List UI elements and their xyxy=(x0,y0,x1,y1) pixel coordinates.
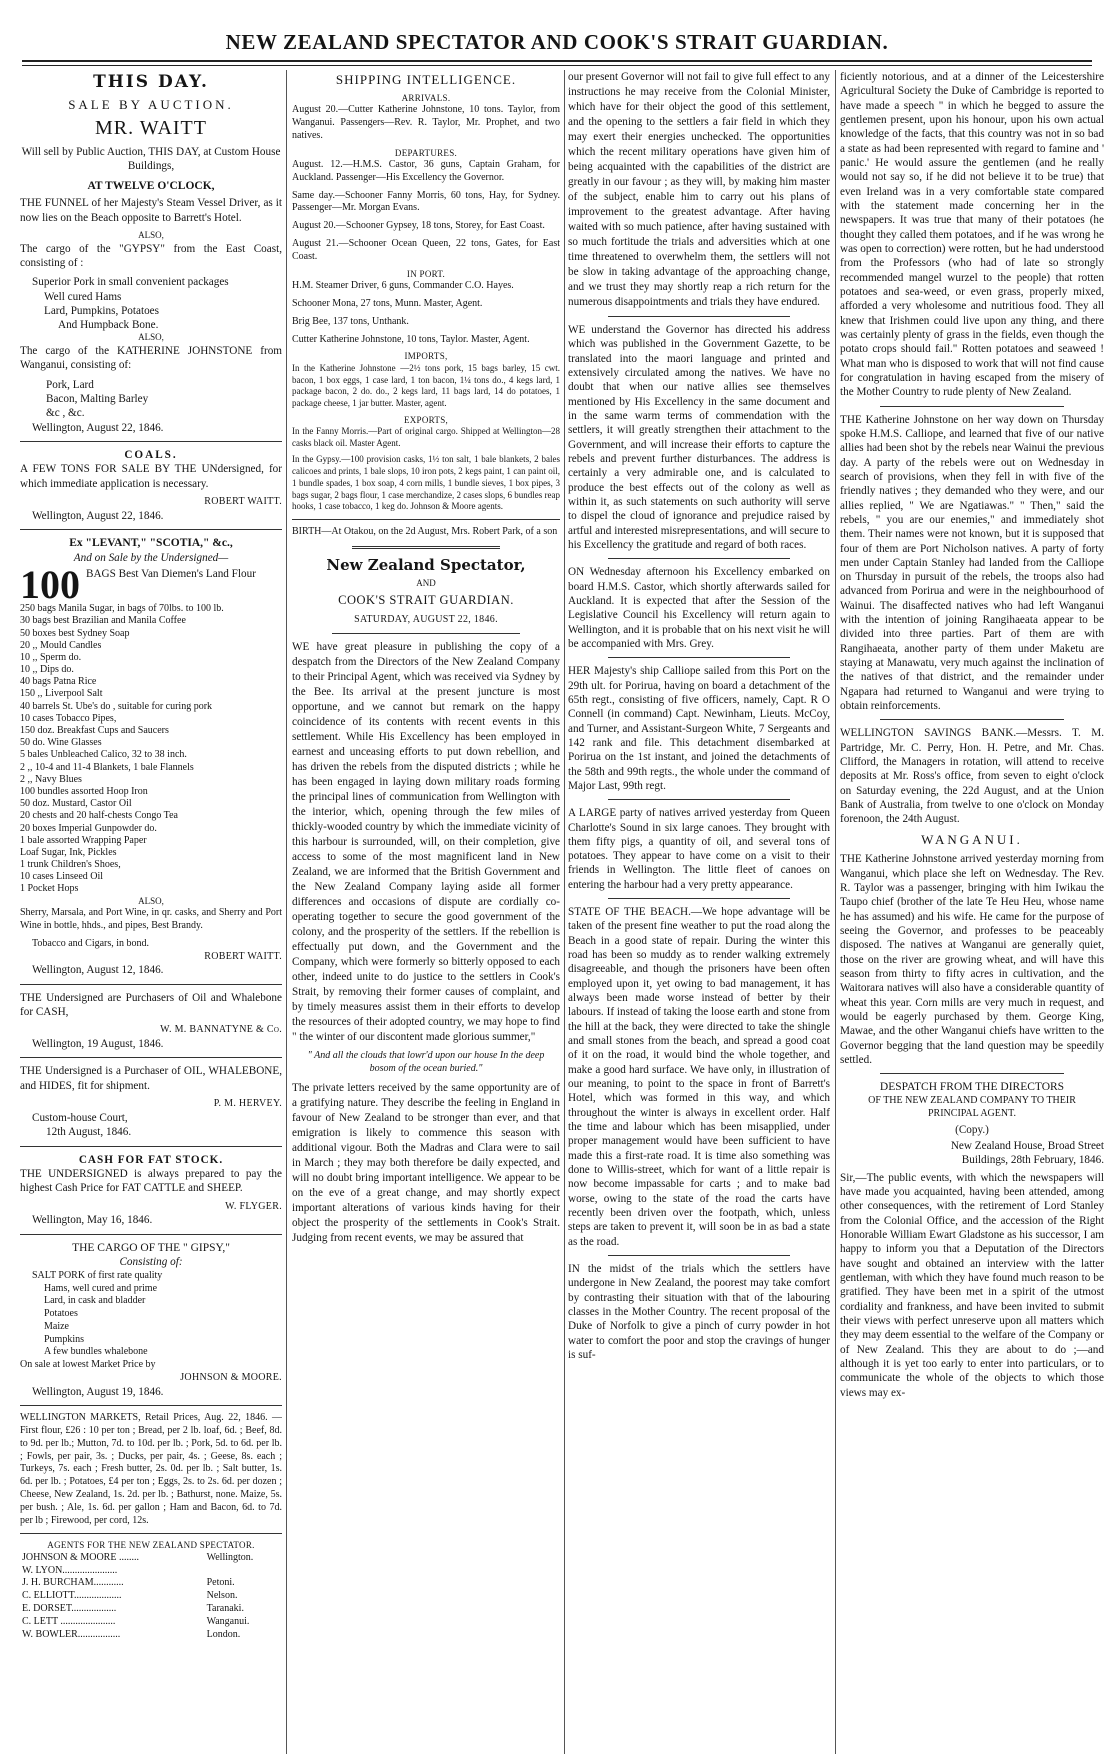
copy-label: (Copy.) xyxy=(955,1123,989,1136)
column-advertisements xyxy=(20,70,282,1758)
list-item: 10 ,, Dips do. xyxy=(20,664,74,676)
list-item: SALT PORK of first rate quality xyxy=(32,1269,163,1281)
list-item: A few bundles whalebone xyxy=(44,1346,148,1358)
notice-place: Custom-house Court, xyxy=(32,1111,128,1124)
divider xyxy=(20,441,282,442)
levant-heading: Ex "LEVANT," "SCOTIA," &c., xyxy=(69,537,233,550)
notice-date: Wellington, 19 August, 1846. xyxy=(32,1038,164,1051)
auctioneer-name: MR. WAITT xyxy=(95,117,207,140)
column-news xyxy=(568,70,830,1758)
kj-cargo-intro: The cargo of the KATHERINE JOHNSTONE from Wanganui, consisting of: xyxy=(20,345,282,372)
despatch-address: New Zealand House, Broad Street xyxy=(950,1139,1104,1152)
also-label: ALSO, xyxy=(138,230,164,240)
gipsy-sale-line: On sale at lowest Market Price by xyxy=(20,1359,156,1371)
gypsy-items-list xyxy=(20,275,282,332)
gipsy-heading: THE CARGO OF THE " GIPSY," xyxy=(72,1241,230,1254)
divider xyxy=(20,984,282,985)
paper-title: New Zealand Spectator, xyxy=(326,555,526,574)
arrivals-heading: ARRIVALS. xyxy=(401,92,451,103)
despatch-heading: DESPATCH FROM THE DIRECTORS xyxy=(879,1081,1065,1094)
gipsy-list xyxy=(20,1270,282,1360)
divider xyxy=(20,1533,282,1534)
departure-entry: August 21.—Schooner Ocean Queen, 22 tons, Gates, for East Coast. xyxy=(292,238,560,262)
divider xyxy=(608,657,790,658)
editorial-paragraph: WE have great pleasure in publishing the copy of a despatch from the Directors of the New Zealand Company to their Principal Agent, which was received via Sydney by the Bee. Its arrival at the present juncture is most opportune, and we cannot but remark on the happy coincidence of its contents with recent events in this settlement. While His Excellency has been employed in earnest and unceasing efforts to put down rebellion, and has driven the rebels from the disputed districts ; while he has been engaged in laying down military roads forming the principal lines of communication from Wellington with the interior, which, opening through the few miles of thickly-wooded country by which the immediate vicinity of this harbour is surrounded, will, on their completion, give access to some of the most magnificent land in New Zealand, we are informed that the British Government and the New Zealand Company laying aside all former differences and occasions of dispute are cordially co-operating together to secure the good government of the colony, and the prosperity of the settlers. If the rebellion is effectually put down, and the Government and the Company, which were formerly so bitterly opposed to each other, indeed unite to do justice to the settlers in Cook's Strait, by removing their former causes of complaint, and by timely measures assist them in their efforts to develop the resources of their adopted country, we may hope to find " the winter of our discontent made glorious summer," xyxy=(292,641,560,1044)
news-paragraph: WELLINGTON SAVINGS BANK.—Messrs. T. M. Partridge, Mr. C. Perry, Hon. H. Petre, and Mr. Chas. Clifford, the Managers in rotation, will attend to receive deposits at Mr. Ross's office, from seven to eight o'clock on Saturday evening, the 22d August, and at the Union Bank of Australia, from twelve to one o'clock on Monday forenoon, the 24th August. xyxy=(840,727,1104,826)
inport-entry: H.M. Steamer Driver, 6 guns, Commander C.O. Hayes. xyxy=(292,280,514,292)
list-item: 10 cases Tobacco Pipes, xyxy=(20,712,117,724)
signature: P. M. HERVEY. xyxy=(213,1098,282,1110)
funnel-notice: THE FUNNEL of her Majesty's Steam Vessel Driver, as it now lies on the Beach opposite to Barrett's Hotel. xyxy=(20,197,282,224)
signature: W. FLYGER. xyxy=(225,1200,282,1212)
list-item: Pumpkins xyxy=(44,1333,85,1345)
agent-place: Petoni. xyxy=(206,1577,235,1589)
oil-notice: THE Undersigned are Purchasers of Oil and Whalebone for CASH, xyxy=(20,991,282,1018)
list-item: 50 doz. Mustard, Castor Oil xyxy=(20,798,132,810)
table-row xyxy=(20,1590,282,1603)
despatch-address: Buildings, 28th February, 1846. xyxy=(961,1154,1104,1167)
list-item: 20 chests and 20 half-chests Congo Tea xyxy=(20,810,178,822)
cash-heading: CASH FOR FAT STOCK. xyxy=(78,1153,224,1166)
divider xyxy=(608,1255,790,1256)
inport-entry: Schooner Mona, 27 tons, Munn. Master, Agent. xyxy=(292,297,483,309)
notice-date: Wellington, August 19, 1846. xyxy=(32,1385,164,1398)
list-item: Maize xyxy=(44,1320,69,1332)
departure-entry: August. 12.—H.M.S. Castor, 36 guns, Captain Graham, for Auckland. Passenger—His Excellency the Governor. xyxy=(292,159,560,183)
column-shipping-editorial xyxy=(292,70,560,1758)
divider xyxy=(880,719,1064,720)
table-row xyxy=(20,1629,282,1642)
news-paragraph: ficiently notorious, and at a dinner of the Leicestershire Agricultural Society the Duke of Cambridge is reported to have made a speech " in which he begged to assure the gentlemen present, upon his honour, upon his own actual knowledge of the facts, that this country was not in so bad a state as had been represented with regard to famine and ' panic.' He would assure the gentlemen (and he really would not say so, if he did not believe it to be true) that even Ireland was in a very comfortable state compared with the statement made concerning her in the newspapers. It was true that many of their potatoes (he thought they called them potatoes, and if he was wrong he was open to correction) were rotten, but he had understood from the Professors (who had of late so strongly recommended mangel wurzel to the people) that rotten potatoes and sea-weed, or even grass, properly mixed, afforded a very wholesome and nutritious food. They all knew that Irishmen could live upon any thing, and there was certainly plenty of grass in the fields, even though the potato crops should fail." Rotten potatoes and seaweed ! What man who is disposed to work that will not find cause for congratulation in having escaped from the misery of the Mother Country to rude plenty of New Zealand. xyxy=(840,71,1104,399)
divider xyxy=(20,1146,282,1147)
list-item: 10 cases Linseed Oil xyxy=(20,871,104,883)
gypsy-cargo-intro: The cargo of the "GYPSY" from the East Coast, consisting of : xyxy=(20,242,282,269)
wines-item: Sherry, Marsala, and Port Wine, in qr. casks, and Sherry and Port Wine in bottle, hhds., and pipes, Best Brandy. xyxy=(20,907,282,931)
masthead-rule xyxy=(22,60,1092,66)
paper-subtitle: COOK'S STRAIT GUARDIAN. xyxy=(338,593,514,608)
goods-list xyxy=(20,603,282,896)
table-row xyxy=(20,1577,282,1590)
agent-name: C. LETT ...................... xyxy=(22,1615,116,1627)
list-item: And Humpback Bone. xyxy=(58,319,159,332)
signature: ROBERT WAITT. xyxy=(204,495,282,507)
also-label: ALSO, xyxy=(138,332,164,343)
departure-entry: Same day.—Schooner Fanny Morris, 60 tons, Hay, for Sydney. Passenger—Mr. Morgan Evans. xyxy=(292,189,560,214)
auction-intro: Will sell by Public Auction, THIS DAY, at Custom House Buildings, xyxy=(21,145,281,173)
despatch-subheading: OF THE NEW ZEALAND COMPANY TO THEIR PRINCIPAL AGENT. xyxy=(868,1095,1076,1119)
list-item: Bacon, Malting Barley xyxy=(46,392,149,405)
column-rule xyxy=(286,70,287,1754)
list-item: Hams, well cured and prime xyxy=(44,1282,158,1294)
agent-place xyxy=(205,1565,282,1578)
agent-place: London. xyxy=(206,1628,241,1640)
coals-notice: A FEW TONS FOR SALE BY THE UNdersigned, for which immediate application is necessary. xyxy=(20,463,282,490)
divider xyxy=(20,529,282,530)
divider xyxy=(608,316,790,317)
editorial-paragraph: The private letters received by the same opportunity are of a gratifying nature. They describe the feeling in England in favour of New Zealand to be stronger than ever, and that emigration is likely to commence this season with additional vigour. Both the Madras and Clara were to sail in March ; they may both therefore be daily expected, and will no doubt bring important intelligence. We appear to be on the eve of a great change, and may shortly expect important alterations of various kinds having for their object the prosperity of the settlements in Cook's Strait. Judging from recent events, we may be assured that xyxy=(292,1081,560,1244)
kj-items-list xyxy=(20,378,282,421)
signature: ROBERT WAITT. xyxy=(204,950,282,962)
table-row xyxy=(20,1616,282,1629)
notice-date: 12th August, 1846. xyxy=(46,1126,132,1139)
list-item: Potatoes xyxy=(44,1308,78,1320)
list-item: Lard, in cask and bladder xyxy=(44,1295,146,1307)
coals-heading: COALS. xyxy=(124,448,178,461)
levant-subheading: And on Sale by the Undersigned— xyxy=(73,551,229,564)
editorial-paragraph: our present Governor will not fail to give full effect to any instructions he may receive from the Colonial Minister, which have for their object the good of this settlement, and the opening to the settlers a fair field in which they may exert their energies unchecked. The opportunities which the recent military operations have given him of being acquainted with the capabilities of the district are greatly in our favour ; as they will, by making him master of the subject, enable him to carry out his plans of improvement to the greatest advantage. After having waited with so much patience, after having sustained with so much fortitude the trials and adversities which at one time threatened to overwhelm them, the settlers will not be slow in taking advantage of the approaching change, and we trust they may shortly reap a rich return for the numerous disappointments and trials they have endured. xyxy=(568,71,830,308)
column-rule xyxy=(835,70,836,1754)
agent-name: E. DORSET.................. xyxy=(22,1603,117,1615)
auction-time: AT TWELVE O'CLOCK, xyxy=(87,179,215,192)
also-label: ALSO, xyxy=(138,895,164,906)
notice-date: Wellington, August 22, 1846. xyxy=(32,509,164,522)
divider xyxy=(20,1405,282,1406)
issue-date: SATURDAY, AUGUST 22, 1846. xyxy=(354,614,498,626)
divider xyxy=(20,1234,282,1235)
agent-place: Wanganui. xyxy=(206,1615,250,1627)
exports-heading: EXPORTS, xyxy=(403,414,449,425)
list-item: 100 bundles assorted Hoop Iron xyxy=(20,785,148,797)
agent-name: C. ELLIOTT................... xyxy=(22,1590,122,1602)
news-paragraph: IN the midst of the trials which the settlers have undergone in New Zealand, the poorest may take comfort by contrasting their situation with that of the labouring classes in the Mother Country. The recent proposal of the Duke of Norfolk to give a pinch of curry powder in hot water to comfort the poor and stop the cravings of hunger is suf- xyxy=(568,1263,830,1361)
divider xyxy=(608,558,790,559)
despatch-paragraph: Sir,—The public events, with which the newspapers will have made you acquainted, having been attended, among other consequences, with the retirement of Lord Stanley from the Colonial Office, and the accession of the Right Honorable William Ewart Gladstone as his successor, I am happy to inform you that a Deputation of the Directors have sought and obtained an interview with the latter gentleman, with which they have found much reason to be gratified. They have been met in a spirit of the utmost cordiality and frankness, and have been invited to submit their views with perfect unreserve upon all matters which they may deem essential to the welfare of the Company or of New Zealand. This they are about to do ;—and although it is yet too early to enter into particulars, or to communicate the whole of the objects to which those views may ex- xyxy=(840,1171,1104,1399)
imports-heading: IMPORTS, xyxy=(404,351,448,362)
agent-name: W. BOWLER................. xyxy=(22,1628,121,1640)
news-paragraph: THE Katherine Johnstone arrived yesterday morning from Wanganui, which place she left on Wednesday. The Rev. R. Taylor was a passenger, bringing with him Iwikau the Taupo chief (brother of the late Te Heu Heu, whose name he has assumed) and his wife. He came for the purpose of seeing the Governor, and professes to be peaceably disposed. The natives at Wanganui are generally quiet, those on the river are growing wheat, and will have this season from thirty to fifty acres in cultivation, and the Waitorara natives will also have a considerable quantity of wheat this year. Corn mills are very much in request, and would be eagerly purchased by them. George King, Mawae, and the other Wanganui chiefs have written to the Governor begging that the land question may be speedily settled. xyxy=(840,853,1104,1066)
agent-place: Nelson. xyxy=(206,1590,238,1602)
divider xyxy=(880,1073,1064,1074)
divider xyxy=(608,898,790,899)
divider xyxy=(292,519,560,520)
and-label: AND xyxy=(416,577,436,588)
list-item: Loaf Sugar, Ink, Pickles xyxy=(20,846,117,858)
shipping-heading: SHIPPING INTELLIGENCE. xyxy=(335,72,517,87)
masthead xyxy=(0,0,1114,68)
list-item: Superior Pork in small convenient packages xyxy=(32,276,229,289)
news-paragraph: A LARGE party of natives arrived yesterday from Queen Charlotte's Sound in six large canoes. They brought with them fifty pigs, a quantity of oil, and several tons of potatoes. They appear to have come on a visit to their friends in Wellington. The little fleet of canoes on entering the harbour had a very pretty appearance. xyxy=(568,807,830,891)
list-item: 10 ,, Sperm do. xyxy=(20,651,82,663)
inport-entry: Brig Bee, 137 tons, Unthank. xyxy=(292,315,409,327)
inport-entry: Cutter Katherine Johnstone, 10 tons, Taylor. Master, Agent. xyxy=(292,333,530,345)
divider xyxy=(20,1057,282,1058)
list-item: 40 barrels St. Ube's do , suitable for curing pork xyxy=(20,700,213,712)
export-entry: In the Fanny Morris.—Part of original cargo. Shipped at Wellington—28 casks black oil. Master Agent. xyxy=(292,426,560,448)
list-item: 150 doz. Breakfast Cups and Saucers xyxy=(20,725,169,736)
agent-place: Wellington. xyxy=(206,1551,254,1563)
list-item: 250 bags Manila Sugar, in bags of 70lbs. to 100 lb. xyxy=(20,603,224,615)
imports-entry: In the Katherine Johnstone —2½ tons pork, 15 bags barley, 15 cwt. bacon, 1 box eggs, 1 case lard, 1 ton bacon, 1¼ tons do., 4 kegs lard, 1 package bacon, 2 do. do., 2 kegs lard, 11 bags lard, 14 do potatoes, 1 package cheese, 1 jar butter. Master, agent. xyxy=(292,362,560,408)
list-item: 40 bags Patna Rice xyxy=(20,676,97,688)
list-item: 2 ,, 10-4 and 11-4 Blankets, 1 bale Flannels xyxy=(20,761,194,773)
tobacco-item: Tobacco and Cigars, in bond. xyxy=(32,937,150,949)
agent-name: W. LYON...................... xyxy=(22,1564,118,1576)
sale-heading: SALE BY AUCTION. xyxy=(68,96,234,112)
list-item: 5 bales Unbleached Calico, 32 to 38 inch. xyxy=(20,749,187,761)
news-paragraph: THE Katherine Johnstone on her way down on Thursday spoke H.M.S. Calliope, and learned that five of our native allies had been shot by the rebels near Wainui the previous day. A party of the rebels were out on Wednesday in search of provisions, when they fell in with five of the friendly natives ; they demanded who they were, and our allies replied, " We are Ngatiawas." " Then," said the rebels, " you are our enemies," and immediately shot them. Their names were not known, but it is supposed that four of them are Port Nicholson natives. A party of forty men under Captain Stanley had landed from the Calliope on Thursday in pursuit of the rebels, the troops also had advanced from Porirua and were in the neighbourhood of Wainui. The disaffected natives who had left Wanganui with the intention of joining Rangihaeata appear to be divided into three parties. Part of them are with Rangihaeata, another party of them under Maketu are staying at Manawatu, very much against the inclination of the natives of that district, and the remainder under Ngapara had returned to Wanganui and were trying to obtain reinforcements. xyxy=(840,413,1104,713)
divider xyxy=(880,406,1064,407)
list-item: 20 boxes Imperial Gunpowder do. xyxy=(20,822,157,834)
notice-date: Wellington, August 12, 1846. xyxy=(32,964,164,977)
hides-notice: THE Undersigned is a Purchaser of OIL, WHALEBONE, and HIDES, fit for shipment. xyxy=(20,1065,282,1092)
this-day-heading: THIS DAY. xyxy=(93,72,209,92)
news-paragraph: STATE OF THE BEACH.—We hope advantage will be taken of the present fine weather to put the road along the Beach in a good state of repair. During the winter this road has been so muddy as to render walking extremely disagreeable, and though the prisoners have been often employed upon it, yet owing to bad management, it has always been made worse instead of better by their labours. If instead of taking the loose earth and stone from the hill at the back, they were directed to take the shingle and small stones from the beach, and spread a good coat of it on the road, it would bind the whole together, and make a good hard surface. We have only, in illustration of our meaning, to point to the space in front of Barrett's Hotel, which was formed in this way, and which throughout the winter is always in excellent order. Half the time and labour which has been misapplied, under proper management would have been sufficient to have made this a first-rate road. It is time also something was done to Willis-street, which for want of a little repair is now become impassable for carts ; and to make bad worse, owing to the state of the road the carts have recently been driven over the footpath, which, unless steps are taken to prevent it, will soon be in as bad a state as the road. xyxy=(568,906,830,1248)
agents-table xyxy=(20,1552,282,1642)
birth-notice: BIRTH—At Otakou, on the 2d August, Mrs. Robert Park, of a son xyxy=(292,525,558,537)
list-item: 30 bags best Brazilian and Manila Coffee xyxy=(20,615,186,627)
divider xyxy=(352,546,500,549)
news-paragraph: WE understand the Governor has directed his address which was published in the Government Gazette, to be translated into the maori language and printed and extensively circulated among the natives. We have no doubt that when our native allies see themselves mentioned by His Excellency in the same document and in the same warm terms of commendation with the settlers, it will greatly strengthen their attachment to the Government, and will increase their efforts to capture the rebels and prevent further disturbances. The address is certainly a very admirable one, and is calculated to produce the best effects out of the colony as well as within it, as such statements on such authority will serve to dispel the cloud of ignorance and prejudice raised by artful and interested misrepresentations, and will secure to his Excellency the gratitude and regard of both races. xyxy=(568,324,830,551)
export-entry: In the Gypsy.—100 provision casks, 1½ ton salt, 1 bale blankets, 2 bales calicoes and prints, 1 bale slops, 10 iron pots, 2 kegs paint, 1 can paint oil, 1 bundle spades, 1 box soap, 4 corn mills, 1 bundle sieves, 1 box pipes, 3 bags sugar, 2 bags flour, 1 case merchandize, 2 cases slops, 6 bundles reap hooks, 1 case tobacco, 1 keg do. Johnson & Moore agents. xyxy=(292,454,560,512)
divider xyxy=(608,799,790,800)
column-news-despatch xyxy=(840,70,1104,1758)
list-item: Pork, Lard xyxy=(46,378,94,391)
agents-heading: AGENTS FOR THE NEW ZEALAND SPECTATOR. xyxy=(47,1540,255,1551)
gipsy-subheading: Consisting of: xyxy=(119,1256,183,1269)
list-item: 1 trunk Children's Shoes, xyxy=(20,859,121,871)
list-item: 150 ,, Liverpool Salt xyxy=(20,688,103,700)
divider xyxy=(332,633,520,634)
notice-date: Wellington, May 16, 1846. xyxy=(32,1214,153,1227)
departure-entry: August 20.—Schooner Gypsey, 18 tons, Storey, for East Coast. xyxy=(292,220,545,232)
signature: JOHNSON & MOORE. xyxy=(180,1372,282,1384)
hundred-numeral: 100 xyxy=(20,567,80,604)
arrivals-entry: August 20.—Cutter Katherine Johnstone, 10 tons. Taylor, from Wanganui. Passengers—Rev. R. Taylor, Mr. Prophet, and two natives. xyxy=(292,104,560,141)
agent-name: JOHNSON & MOORE ........ xyxy=(22,1551,139,1563)
editorial-quote: " And all the clouds that lowr'd upon our house In the deep bosom of the ocean buried." xyxy=(307,1050,545,1075)
list-item: 50 boxes best Sydney Soap xyxy=(20,627,130,639)
news-paragraph: HER Majesty's ship Calliope sailed from this Port on the 29th ult. for Porirua, having on board a detachment of the 65th regt., consisting of five officers, namely, Capt. R O Connell (in command) Capt. Newinham, Lieuts. McCoy, and Turner, and Assistant-Surgeon White, 7 Sergeants and 142 rank and file. This detachment disembarked at Porirua on the 1st instant, and joined the detachments of the 58th and 99th regts., the whole under the command of Major Last, 99th regt. xyxy=(568,665,830,792)
page-title: NEW ZEALAND SPECTATOR AND COOK'S STRAIT GUARDIAN. xyxy=(225,30,889,54)
list-item: Lard, Pumpkins, Potatoes xyxy=(44,304,159,317)
notice-date: Wellington, August 22, 1846. xyxy=(32,421,164,434)
inport-heading: IN PORT. xyxy=(406,268,446,279)
list-item: 1 Pocket Hops xyxy=(20,883,79,895)
agent-name: J. H. BURCHAM............ xyxy=(22,1577,124,1589)
agent-place: Taranaki. xyxy=(206,1603,244,1615)
cash-notice: THE UNDERSIGNED is always prepared to pay the highest Cash Price for FAT CATTLE and SHEEP. xyxy=(20,1167,282,1195)
signature: W. M. BANNATYNE & Co. xyxy=(160,1024,282,1036)
column-rule xyxy=(564,70,565,1754)
list-item: Well cured Hams xyxy=(44,290,122,303)
table-row xyxy=(20,1603,282,1616)
departures-heading: DEPARTURES. xyxy=(394,147,458,158)
wanganui-heading: WANGANUI. xyxy=(921,831,1023,847)
list-item: 1 bale assorted Wrapping Paper xyxy=(20,834,147,846)
news-paragraph: ON Wednesday afternoon his Excellency embarked on board H.M.S. Castor, which shortly afterwards sailed for Auckland. It is expected that after the Session of the Legislative Council his Excellency will return again to Wellington, and it is probable that on his next visit he will be accompanied with Mrs. Grey. xyxy=(568,566,830,650)
table-row xyxy=(20,1552,282,1565)
list-item: 20 ,, Mould Candles xyxy=(20,639,102,651)
market-prices: WELLINGTON MARKETS, Retail Prices, Aug. 22, 1846. — First flour, £26 : 10 per ton ; Bread, per 2 lb. loaf, 6d. ; Beef, 8d. to 9d. per lb.; Mutton, 7d. to 10d. per lb. ; Pork, 5d. to 6d. per lb. ; Fowls, per pair, 3s. ; Ducks, per pair, 4s. ; Geese, 8s. each ; Turkeys, 7s. each ; Fresh butter, 2s. 0d. per lb. ; Salt butter, 1s. 6d. per lb. ; Potatoes, £4 per ton ; Eggs, 2s. to 2s. 6d. per dozen ; Cheese, New Zealand, 1s. 2d. per lb. ; Bathurst, none. Maize, 5s. per bush. ; Ale, 1s. 6d. per gallon ; Ham and Bacon, 6d. to 7d. per lb ; Firewood, per cord, 12s. xyxy=(20,1412,282,1526)
table-row xyxy=(20,1565,282,1578)
list-item: 50 do. Wine Glasses xyxy=(20,737,102,749)
list-item: 2 ,, Navy Blues xyxy=(20,773,82,785)
list-item: &c , &c. xyxy=(46,407,85,420)
flour-item: BAGS Best Van Diemen's Land Flour xyxy=(86,568,256,581)
